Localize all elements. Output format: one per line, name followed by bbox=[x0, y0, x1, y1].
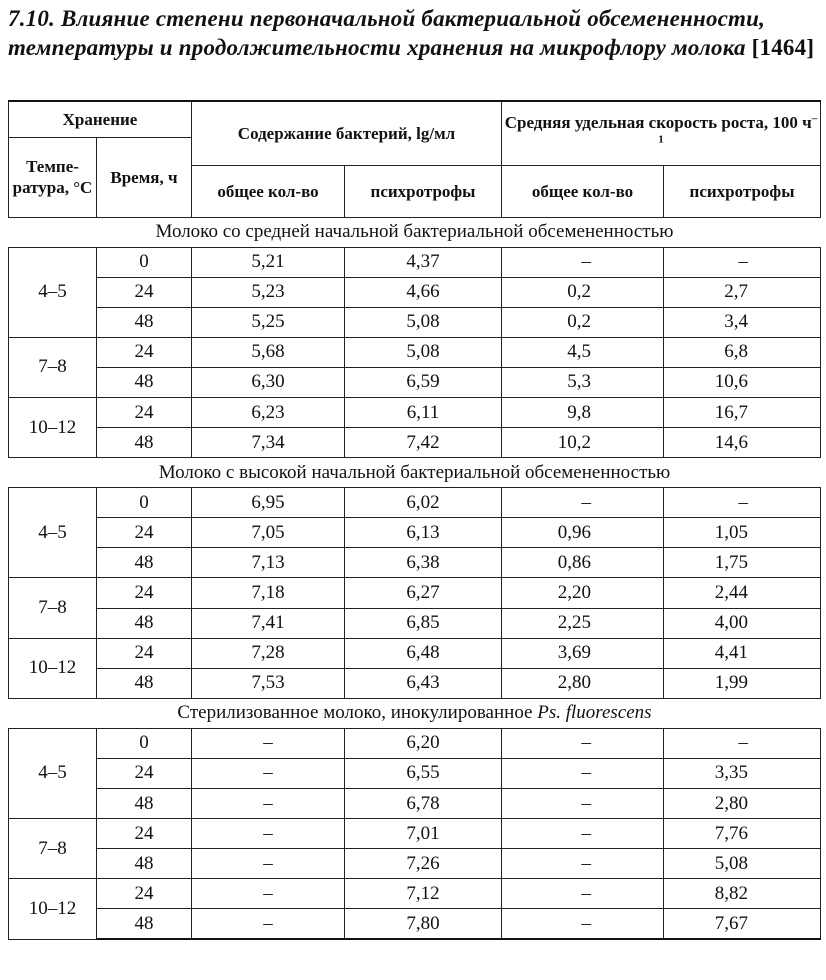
header-growth-rate-sup: –1 bbox=[658, 112, 818, 146]
header-total-count-rate: общее кол-во bbox=[502, 165, 664, 217]
table-row bbox=[9, 367, 821, 397]
psychrotrophs-rate-cell: – bbox=[664, 728, 821, 758]
time-cell: 48 bbox=[97, 548, 192, 578]
time-cell: 48 bbox=[97, 668, 192, 698]
psychrotrophs-cell: 6,85 bbox=[345, 608, 502, 638]
total-rate-cell: – bbox=[502, 789, 664, 819]
header-psychrotrophs-rate: психротрофы bbox=[664, 165, 821, 217]
total-count-cell: 7,34 bbox=[192, 428, 345, 458]
psychrotrophs-cell: 7,42 bbox=[345, 428, 502, 458]
psychrotrophs-rate-cell: 16,7 bbox=[664, 397, 821, 427]
psychrotrophs-rate-cell: – bbox=[664, 488, 821, 518]
section-title-organism: Ps. fluorescens bbox=[537, 702, 652, 724]
header-time: Время, ч bbox=[97, 137, 192, 217]
time-cell: 24 bbox=[97, 879, 192, 909]
temperature-cell: 10–12 bbox=[9, 879, 97, 940]
section-row bbox=[9, 458, 821, 488]
psychrotrophs-cell: 6,59 bbox=[345, 367, 502, 397]
time-cell: 48 bbox=[97, 307, 192, 337]
header-growth-rate bbox=[502, 101, 821, 165]
psychrotrophs-rate-cell: – bbox=[664, 247, 821, 277]
total-rate-cell: 5,3 bbox=[502, 367, 664, 397]
time-cell: 48 bbox=[97, 428, 192, 458]
psychrotrophs-rate-cell: 2,7 bbox=[664, 277, 821, 307]
psychrotrophs-cell: 7,01 bbox=[345, 819, 502, 849]
caption-text: Влияние степени первоначальной бактериальной обсемененности, температуры и продолжительности хранения на микрофлору молока bbox=[8, 6, 766, 60]
temperature-cell: 10–12 bbox=[9, 397, 97, 457]
psychrotrophs-cell: 6,38 bbox=[345, 548, 502, 578]
temperature-cell: 4–5 bbox=[9, 247, 97, 337]
total-count-cell: 7,18 bbox=[192, 578, 345, 608]
time-cell: 24 bbox=[97, 337, 192, 367]
psychrotrophs-cell: 4,66 bbox=[345, 277, 502, 307]
section-title-text: Молоко со средней начальной бактериальной обсемененностью bbox=[155, 221, 674, 242]
header-storage: Хранение bbox=[9, 101, 192, 137]
table-row bbox=[9, 909, 821, 940]
psychrotrophs-rate-cell: 5,08 bbox=[664, 849, 821, 879]
psychrotrophs-cell: 6,78 bbox=[345, 789, 502, 819]
section-title-text: Молоко с высокой начальной бактериальной обсемененностью bbox=[158, 461, 671, 483]
psychrotrophs-rate-cell: 3,4 bbox=[664, 307, 821, 337]
time-cell: 0 bbox=[97, 728, 192, 758]
psychrotrophs-cell: 7,80 bbox=[345, 909, 502, 940]
header-psychrotrophs: психротрофы bbox=[345, 165, 502, 217]
psychrotrophs-cell: 6,11 bbox=[345, 397, 502, 427]
table-row bbox=[9, 428, 821, 458]
time-cell: 48 bbox=[97, 789, 192, 819]
psychrotrophs-rate-cell: 2,80 bbox=[664, 789, 821, 819]
psychrotrophs-cell: 6,55 bbox=[345, 758, 502, 788]
total-rate-cell: – bbox=[502, 909, 664, 940]
psychrotrophs-cell: 7,12 bbox=[345, 879, 502, 909]
total-count-cell: – bbox=[192, 909, 345, 940]
table-row bbox=[9, 488, 821, 518]
table-row bbox=[9, 819, 821, 849]
time-cell: 48 bbox=[97, 849, 192, 879]
table-row bbox=[9, 879, 821, 909]
time-cell: 24 bbox=[97, 758, 192, 788]
total-rate-cell: 0,2 bbox=[502, 277, 664, 307]
psychrotrophs-rate-cell: 8,82 bbox=[664, 879, 821, 909]
temperature-cell: 7–8 bbox=[9, 578, 97, 638]
time-cell: 24 bbox=[97, 277, 192, 307]
psychrotrophs-rate-cell: 3,35 bbox=[664, 758, 821, 788]
psychrotrophs-rate-cell: 7,67 bbox=[664, 909, 821, 940]
total-rate-cell: – bbox=[502, 879, 664, 909]
psychrotrophs-cell: 6,43 bbox=[345, 668, 502, 698]
time-cell: 24 bbox=[97, 397, 192, 427]
section-title-text: Стерилизованное молоко, инокулированное bbox=[177, 702, 533, 724]
total-rate-cell: 0,2 bbox=[502, 307, 664, 337]
section-title bbox=[9, 217, 821, 247]
temperature-cell: 7–8 bbox=[9, 819, 97, 879]
total-count-cell: – bbox=[192, 849, 345, 879]
table-row bbox=[9, 728, 821, 758]
header-bacteria-content: Содержание бактерий, lg/мл bbox=[192, 101, 502, 165]
total-rate-cell: 10,2 bbox=[502, 428, 664, 458]
header-growth-rate-text: Средняя удельная скорость роста, 100 ч bbox=[504, 113, 812, 133]
psychrotrophs-rate-cell: 6,8 bbox=[664, 337, 821, 367]
total-count-cell: 6,95 bbox=[192, 488, 345, 518]
table-row bbox=[9, 247, 821, 277]
total-rate-cell: – bbox=[502, 758, 664, 788]
total-count-cell: 5,23 bbox=[192, 277, 345, 307]
table-row bbox=[9, 608, 821, 638]
time-cell: 0 bbox=[97, 247, 192, 277]
table-row bbox=[9, 758, 821, 788]
psychrotrophs-cell: 4,37 bbox=[345, 247, 502, 277]
temperature-cell: 7–8 bbox=[9, 337, 97, 397]
table-row bbox=[9, 397, 821, 427]
total-rate-cell: – bbox=[502, 819, 664, 849]
temperature-cell: 4–5 bbox=[9, 488, 97, 578]
psychrotrophs-cell: 6,48 bbox=[345, 638, 502, 668]
psychrotrophs-cell: 7,26 bbox=[345, 849, 502, 879]
section-title bbox=[9, 698, 821, 728]
time-cell: 48 bbox=[97, 909, 192, 940]
total-rate-cell: 0,96 bbox=[502, 518, 664, 548]
time-cell: 48 bbox=[97, 367, 192, 397]
section-row bbox=[9, 217, 821, 247]
total-count-cell: 7,13 bbox=[192, 548, 345, 578]
total-rate-cell: 3,69 bbox=[502, 638, 664, 668]
total-count-cell: – bbox=[192, 789, 345, 819]
total-count-cell: 7,53 bbox=[192, 668, 345, 698]
total-count-cell: 7,05 bbox=[192, 518, 345, 548]
data-table bbox=[8, 100, 821, 940]
psychrotrophs-cell: 5,08 bbox=[345, 307, 502, 337]
psychrotrophs-rate-cell: 14,6 bbox=[664, 428, 821, 458]
table-caption bbox=[8, 4, 818, 62]
caption-number: 7.10. bbox=[8, 6, 55, 31]
total-rate-cell: 2,80 bbox=[502, 668, 664, 698]
total-count-cell: 7,41 bbox=[192, 608, 345, 638]
psychrotrophs-rate-cell: 1,75 bbox=[664, 548, 821, 578]
table-row bbox=[9, 578, 821, 608]
total-count-cell: – bbox=[192, 879, 345, 909]
time-cell: 0 bbox=[97, 488, 192, 518]
header-temperature: Темпе-ратура, °С bbox=[9, 137, 97, 217]
total-count-cell: 5,21 bbox=[192, 247, 345, 277]
total-count-cell: – bbox=[192, 758, 345, 788]
table-row bbox=[9, 548, 821, 578]
psychrotrophs-rate-cell: 4,00 bbox=[664, 608, 821, 638]
total-count-cell: – bbox=[192, 819, 345, 849]
psychrotrophs-cell: 6,27 bbox=[345, 578, 502, 608]
total-count-cell: 7,28 bbox=[192, 638, 345, 668]
total-rate-cell: – bbox=[502, 728, 664, 758]
total-rate-cell: 2,25 bbox=[502, 608, 664, 638]
header-total-count: общее кол-во bbox=[192, 165, 345, 217]
psychrotrophs-cell: 6,02 bbox=[345, 488, 502, 518]
psychrotrophs-rate-cell: 1,05 bbox=[664, 518, 821, 548]
total-count-cell: 6,30 bbox=[192, 367, 345, 397]
total-rate-cell: 4,5 bbox=[502, 337, 664, 367]
temperature-cell: 10–12 bbox=[9, 638, 97, 698]
psychrotrophs-rate-cell: 10,6 bbox=[664, 367, 821, 397]
section-title bbox=[9, 458, 821, 488]
total-count-cell: 6,23 bbox=[192, 397, 345, 427]
table-row bbox=[9, 668, 821, 698]
table-row bbox=[9, 277, 821, 307]
psychrotrophs-cell: 6,20 bbox=[345, 728, 502, 758]
temperature-cell: 4–5 bbox=[9, 728, 97, 818]
psychrotrophs-rate-cell: 2,44 bbox=[664, 578, 821, 608]
psychrotrophs-cell: 5,08 bbox=[345, 337, 502, 367]
total-count-cell: 5,68 bbox=[192, 337, 345, 367]
table-body bbox=[9, 217, 821, 939]
total-count-cell: 5,25 bbox=[192, 307, 345, 337]
time-cell: 24 bbox=[97, 819, 192, 849]
total-rate-cell: – bbox=[502, 488, 664, 518]
time-cell: 24 bbox=[97, 638, 192, 668]
table-row bbox=[9, 849, 821, 879]
psychrotrophs-rate-cell: 4,41 bbox=[664, 638, 821, 668]
table-row bbox=[9, 789, 821, 819]
table-row bbox=[9, 638, 821, 668]
table-row bbox=[9, 307, 821, 337]
total-count-cell: – bbox=[192, 728, 345, 758]
table-row bbox=[9, 337, 821, 367]
total-rate-cell: 9,8 bbox=[502, 397, 664, 427]
section-row bbox=[9, 698, 821, 728]
total-rate-cell: – bbox=[502, 247, 664, 277]
time-cell: 24 bbox=[97, 578, 192, 608]
time-cell: 24 bbox=[97, 518, 192, 548]
psychrotrophs-rate-cell: 1,99 bbox=[664, 668, 821, 698]
total-rate-cell: 0,86 bbox=[502, 548, 664, 578]
time-cell: 48 bbox=[97, 608, 192, 638]
total-rate-cell: – bbox=[502, 849, 664, 879]
psychrotrophs-cell: 6,13 bbox=[345, 518, 502, 548]
table-row bbox=[9, 518, 821, 548]
caption-reference: [1464] bbox=[751, 35, 815, 60]
total-rate-cell: 2,20 bbox=[502, 578, 664, 608]
psychrotrophs-rate-cell: 7,76 bbox=[664, 819, 821, 849]
